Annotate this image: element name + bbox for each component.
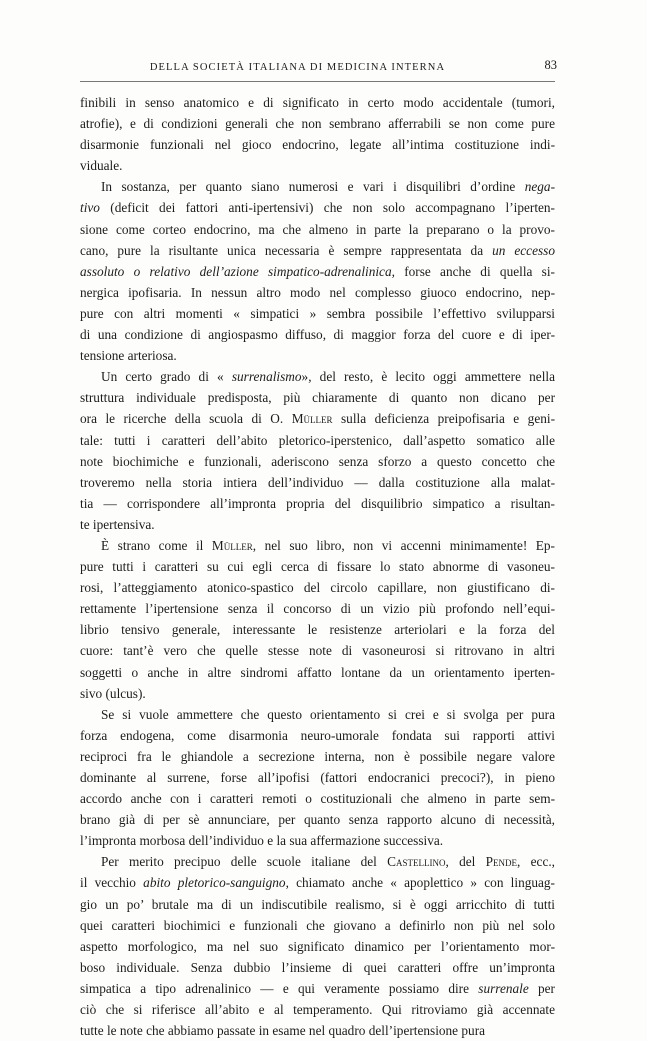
text-line: l’impronta morbosa dell’individuo e la sua affermazione successiva. [80, 833, 444, 849]
text-line: tutte le note che abbiamo passate in esame nel quadro dell’ipertensione pura [80, 1023, 486, 1039]
author-name: Pende [485, 854, 518, 870]
italic-text: un eccesso [492, 242, 555, 258]
text-run: È strano come il [101, 537, 212, 553]
text-line: pure con altri momenti « simpatici » sembra possibile l’effettivo svilupparsi [80, 305, 555, 321]
text-line: brano già di per sè annunciare, per quanto senza rapporto alcuno di necessità, [80, 812, 555, 828]
text-run: simpatica a tipo adrenalinico — e qui veramente possiamo dire [80, 980, 479, 996]
text-line: tale: tutti i caratteri dell’abito pletorico-iperstenico, dall’aspetto somatico alle [80, 432, 555, 448]
text-line: note biochimiche e funzionali, aderiscono senza sforzo a questo concetto che [80, 453, 555, 469]
text-line: cuore: tant’è vero che quelle stesse note di vasoneurosi si ritrovano in altri [80, 643, 555, 659]
text-line: reciproci fra le ghiandole a secrezione interna, non è possibile negare valore [80, 748, 555, 764]
text-line: pure tutti i caratteri su cui egli cerca di fissare lo stato abnorme di vasoneu- [80, 559, 555, 575]
text-line [80, 366, 555, 387]
text-run: Per merito precipuo delle scuole italiane del [101, 854, 388, 870]
italic-text: surrenalismo [231, 369, 302, 385]
text-line: tia — corrispondere all’impronta propria del disquilibrio simpatico a risultan- [80, 495, 555, 511]
text-line [80, 978, 555, 999]
italic-text: assoluto o relativo dell’azione simpatico-adrenalinica, [80, 263, 395, 279]
text-line [80, 240, 555, 261]
text-run: cano, pure la risultante unica necessaria è sempre rappresentata da [80, 242, 493, 258]
text-line: rettamente l’ipertensione senza il concorso di un vizio più profondo nell’equi- [80, 601, 555, 617]
paragraph [80, 366, 555, 535]
text-line: aspetto morfologico, ma nel suo significato dinamico per l’orientamento mor- [80, 938, 555, 954]
text-line: librio tensivo generale, interessante le resistenze arteriolari e la forza del [80, 622, 555, 638]
text-line: forza endogena, come disarmonia neuro-umorale fondata sui rapporti attivi [80, 727, 555, 743]
text-run: forse anche di quella si- [394, 263, 555, 279]
text-line: sione come corteo endocrino, ma che almeno in parte la preparano o la provo- [80, 221, 555, 237]
text-line: disarmonie funzionali nel gioco endocrino, legate all’intima costituzione indi- [80, 137, 555, 153]
text-run: Un certo grado di « [101, 369, 232, 385]
italic-text: surrenale [478, 980, 529, 996]
text-line: sivo (ulcus). [80, 685, 146, 701]
text-line [80, 176, 555, 197]
text-line: dominante al surrene, forse all’ipofisi (fattori endocranici precoci?), in pieno [80, 770, 555, 785]
text-line: Se si vuole ammettere che questo orientamento si crei e si svolga per pura [101, 706, 555, 722]
text-run: , ecc., [517, 854, 555, 870]
text-line: accordo anche con i caratteri remoti o costituzionali che almeno in parte sem- [80, 791, 555, 807]
text-line: nergica ipofisaria. In nessun altro modo nel complesso giuoco endocrino, nep- [80, 284, 555, 300]
text-line: viduale. [80, 158, 123, 174]
text-run: , nel suo libro, non vi accenni minimamente! Ep- [252, 537, 555, 553]
page-number: 83 [544, 58, 557, 72]
author-name: Müller [291, 411, 333, 427]
text-run: In sostanza, per quanto siano numerosi e vari i disquilibri d’ordine [101, 179, 525, 195]
italic-text: tivo [80, 200, 100, 216]
text-line: soggetti o anche in altre sindromi affatto lontane da un orientamento iperten- [80, 664, 555, 680]
text-run: , del [445, 854, 486, 870]
text-run: », del resto, è lecito oggi ammettere nella [301, 369, 556, 385]
text-line [80, 851, 555, 872]
header-rule [80, 81, 555, 82]
text-line: rosi, l’atteggiamento atonico-spastico del circolo capillare, non giustificano di- [80, 580, 555, 596]
text-line: tensione arteriosa. [80, 348, 177, 364]
text-line [80, 197, 555, 218]
paragraph [80, 176, 555, 366]
paragraph [80, 704, 555, 852]
paragraph [80, 535, 555, 704]
paragraph [80, 92, 555, 176]
page-header [80, 58, 555, 78]
paragraph [80, 851, 555, 1041]
text-line: te ipertensiva. [80, 516, 155, 532]
text-line: troveremo nella storia intiera dell’individuo — dalla costituzione alla malat- [80, 474, 555, 490]
text-line [80, 408, 555, 429]
text-line: ciò che si riferisce all’abito e al temperamento. Qui ritroviamo già accennate [80, 1002, 555, 1018]
body-text [80, 92, 555, 1041]
text-line: quei caratteri biochimici e funzionali che giovano a definirlo non più nel solo [80, 917, 555, 933]
text-run: (deficit dei fattori anti-ipertensivi) che non solo accompagnano l’iperten- [99, 200, 555, 216]
text-line: struttura individuale predisposta, più chiaramente di quanto non dicano per [80, 390, 555, 406]
italic-text: nega- [524, 179, 555, 195]
author-name: Castellino [387, 854, 446, 870]
author-name: Müller [211, 537, 253, 553]
running-head: DELLA SOCIETÀ ITALIANA DI MEDICINA INTERNA [149, 62, 446, 73]
italic-text: abito pletorico-sanguigno [143, 875, 286, 891]
text-run: per [528, 980, 555, 996]
text-line [80, 535, 555, 556]
text-line: di una condizione di angiospasmo diffuso, di maggior forza del cuore e di iper- [80, 327, 555, 343]
text-line: finibili in senso anatomico e di significato in certo modo accidentale (tumori, [80, 95, 555, 110]
text-line [80, 261, 555, 282]
text-run: , chiamato anche « apoplettico » con linguag- [285, 875, 555, 891]
text-line [80, 872, 555, 893]
text-run: sulla deficienza preipofisaria e geni- [332, 411, 555, 427]
text-line: gio un po’ brutale ma di un indiscutibile realismo, si è oggi arricchito di tutti [80, 896, 555, 912]
text-line: atrofie), e di condizioni generali che non sembrano afferrabili se non come pure [80, 116, 555, 132]
text-line: boso individuale. Senza dubbio l’insieme di quei caratteri offre un’impronta [80, 959, 555, 975]
text-run: ora le ricerche della scuola di O. [80, 411, 292, 427]
text-run: il vecchio [80, 875, 144, 891]
